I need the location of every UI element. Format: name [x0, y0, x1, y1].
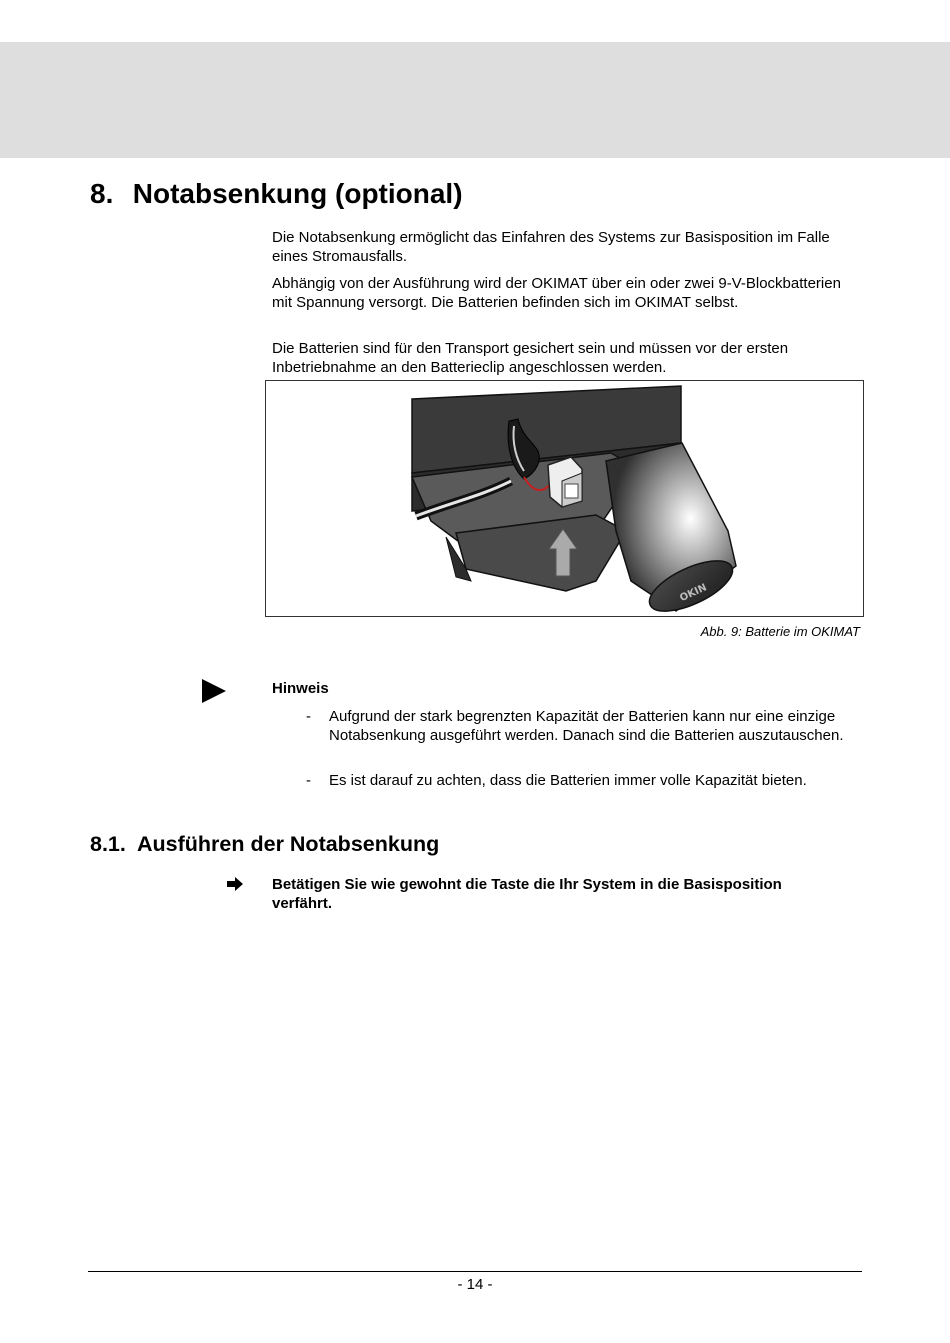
dash-bullet: -: [306, 708, 311, 725]
battery-figure: [265, 380, 864, 617]
subsection-title: Ausführen der Notabsenkung: [137, 832, 440, 856]
note-item-text: Aufgrund der stark begrenzten Kapazität der Batterien kann nur eine einzige Notabsenkung ausgeführt werden. Danach sind die Batterien auszutauschen.: [329, 708, 844, 744]
step-arrow-icon: [227, 877, 243, 891]
section-title: Notabsenkung (optional): [132, 178, 463, 209]
note-title: Hinweis: [272, 680, 329, 697]
paragraph-transport: Die Batterien sind für den Transport gesichert sein und müssen vor der ersten Inbetriebnahme an den Batterieclip angeschlossen werden.: [272, 340, 789, 376]
okin-logo: OKIN: [678, 582, 709, 605]
footer-divider: [88, 1271, 862, 1272]
subsection-heading: [90, 832, 439, 857]
subsection-number: 8.1.: [90, 832, 126, 856]
section-number: 8.: [90, 178, 114, 209]
figure-caption: Abb. 9: Batterie im OKIMAT: [700, 624, 860, 639]
page-number: - 14 -: [457, 1276, 493, 1293]
dash-bullet: -: [306, 772, 311, 789]
note-triangle-icon: [201, 678, 227, 704]
okimat-battery-illustration: [266, 381, 863, 616]
paragraph-batteries: Abhängig von der Ausführung wird der OKIMAT über ein oder zwei 9-V-Blockbatterien mit Spannung versorgt. Die Batterien befinden sich im OKIMAT selbst.: [272, 275, 841, 311]
section-heading: [90, 178, 463, 210]
step-instruction: Betätigen Sie wie gewohnt die Taste die Ihr System in die Basisposition verfährt.: [272, 876, 782, 912]
note-item-text: Es ist darauf zu achten, dass die Batterien immer volle Kapazität bieten.: [329, 772, 807, 789]
header-band: [0, 42, 950, 158]
paragraph-intro: Die Notabsenkung ermöglicht das Einfahren des Systems zur Basisposition im Falle eines Stromausfalls.: [272, 229, 830, 265]
